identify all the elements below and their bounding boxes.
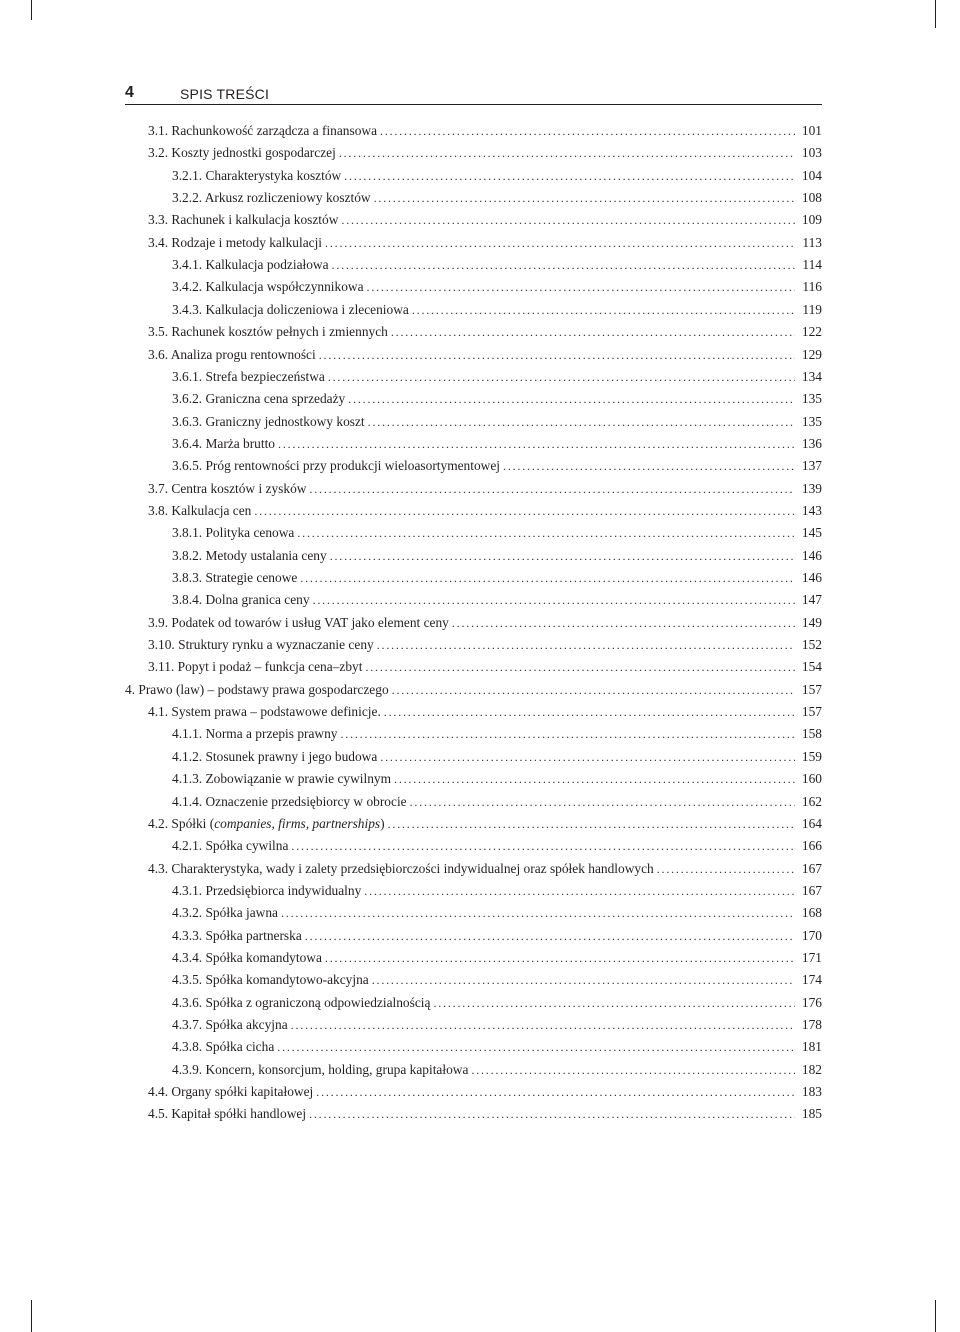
toc-entry-page-number: 135 [801,391,822,407]
toc-entry-title: 4.3.7. Spółka akcyjna [172,1017,288,1032]
toc-entry-page-number: 160 [801,771,822,787]
dot-leader [412,300,795,320]
dot-leader [657,859,795,879]
toc-entry[interactable] [172,188,822,208]
toc-entry-title: 4.5. Kapitał spółki handlowej [148,1106,307,1122]
toc-entry-title: 4.1. System prawa – podstawowe definicje. [148,704,381,720]
toc-entry-title: 3.2.2. Arkusz rozliczeniowy kosztów [172,190,371,206]
toc-entry-title: 3.8.4. Dolna granica ceny [172,592,310,608]
toc-entry-title: 3.6.5. Próg rentowności przy produkcji wieloasortymentowej [172,458,501,474]
dot-leader [300,568,795,588]
toc-entry-title: 4.1.1. Norma a przepis prawny [172,726,338,742]
toc-entry[interactable] [172,277,822,297]
toc-entry[interactable] [148,501,822,521]
toc-entry[interactable] [172,367,822,387]
toc-entry-page-number: 116 [802,279,822,295]
toc-entry-title: 3.8.2. Metody ustalania ceny [172,547,327,563]
toc-entry-page-number: 157 [801,704,822,720]
dot-leader [277,1037,795,1057]
toc-entry-title: 3.8.3. Strategie cenowe [172,570,298,585]
toc-entry-title: 3.6. Analiza progu rentowności [148,346,316,362]
toc-entry-page-number: 170 [801,927,822,943]
toc-entry-title: 4.1.2. Stosunek prawny i jego budowa [172,748,378,764]
toc-entry-title: 3.6.2. Graniczna cena sprzedaży [172,391,346,407]
toc-entry-page-number: 137 [801,458,822,474]
toc-entry-page-number: 157 [801,681,822,697]
toc-entry-page-number: 119 [802,301,822,317]
toc-entry-title: 4.2.1. Spółka cywilna [172,838,289,854]
toc-entry-page-number: 149 [801,614,822,630]
toc-entry-title: 4.1.4. Oznaczenie przedsiębiorcy w obrocie [172,793,407,809]
toc-entry-title: 3.6.1. Strefa bezpieczeństwa [172,368,325,384]
toc-entry[interactable] [148,1082,822,1102]
dot-leader [471,1060,795,1080]
dot-leader [392,680,795,700]
toc-entry-title: 3.1. Rachunkowość zarządcza a finansowa [148,123,378,138]
dot-leader [364,881,795,901]
toc-entry-page-number: 168 [801,905,822,921]
dot-leader [325,233,795,253]
dot-leader [340,724,795,744]
dot-leader [341,210,795,230]
toc-entry[interactable] [172,769,822,789]
toc-entry-page-number: 182 [801,1061,822,1077]
toc-entry[interactable] [172,389,822,409]
dot-leader [291,836,795,856]
toc-entry[interactable] [172,926,822,946]
dot-leader [291,1015,795,1035]
crop-mark-bottom-right [935,1300,936,1332]
toc-entry-page-number: 171 [801,949,822,965]
page-number: 4 [125,84,134,101]
toc-entry-page-number: 167 [801,860,822,876]
toc-entry[interactable] [172,1015,822,1035]
toc-entry[interactable] [172,903,822,923]
dot-leader [278,434,795,454]
toc-entry-page-number: 143 [801,502,822,518]
toc-entry[interactable] [148,814,822,834]
toc-entry-title: 3.4.2. Kalkulacja współczynnikowa [172,279,364,295]
toc-entry-title: 3.7. Centra kosztów i zysków [148,480,307,496]
toc-entry[interactable] [148,210,822,230]
dot-leader [325,948,795,968]
toc-entry[interactable] [172,166,822,186]
toc-entry-page-number: 122 [801,324,822,340]
toc-entry[interactable] [125,680,822,700]
toc-entry-page-number: 108 [801,190,822,206]
toc-entry-page-number: 129 [801,346,822,362]
toc-entry[interactable] [148,233,822,253]
toc-entry[interactable] [172,434,822,454]
toc-entry[interactable] [148,121,822,141]
dot-leader [339,143,795,163]
dot-leader [330,546,795,566]
toc-entry-title: 4.4. Organy spółki kapitałowej [148,1084,314,1100]
dot-leader [365,657,795,677]
toc-entry-title: 3.4.3. Kalkulacja doliczeniowa i zleceniowa [172,301,409,317]
toc-entry[interactable] [172,1037,822,1057]
toc-entry-title: 3.9. Podatek od towarów i usług VAT jako element ceny [148,614,449,630]
toc-entry[interactable] [148,143,822,163]
toc-entry-page-number: 152 [801,637,822,653]
toc-entry-page-number: 104 [801,167,822,183]
dot-leader [410,792,795,812]
dot-leader [374,188,795,208]
toc-entry-page-number: 167 [801,882,822,898]
toc-entry-page-number: 154 [801,659,822,675]
toc-entry-page-number: 146 [801,570,822,585]
toc-entry[interactable] [172,724,822,744]
toc-entry[interactable] [172,993,822,1013]
section-title: SPIS TREŚCI [180,86,270,102]
dot-leader [328,367,795,387]
toc-entry[interactable] [172,970,822,990]
toc-entry[interactable] [172,412,822,432]
dot-leader [391,322,795,342]
toc-entry-page-number: 183 [801,1084,822,1100]
toc-entry-page-number: 113 [802,234,822,250]
toc-entry-title: 4.2. Spółki (companies, firms, partnerships) [148,815,385,831]
toc-entry[interactable] [172,1060,822,1080]
toc-entry[interactable] [172,456,822,476]
dot-leader [452,613,795,633]
dot-leader [368,412,795,432]
crop-mark-top-right [935,0,936,28]
toc-entry-page-number: 139 [801,480,822,496]
dot-leader [433,993,795,1013]
toc-entry-title: 3.2.1. Charakterystyka kosztów [172,167,342,183]
toc-entry-page-number: 135 [801,413,822,429]
dot-leader [254,501,795,521]
dot-leader [367,277,795,297]
toc-entry-page-number: 162 [801,793,822,809]
toc-entry-page-number: 145 [801,525,822,541]
toc-entry-page-number: 181 [801,1039,822,1055]
toc-entry-title: 4.3.3. Spółka partnerska [172,927,302,943]
dot-leader [305,926,795,946]
toc-entry-title: 4.3.1. Przedsiębiorca indywidualny [172,882,362,898]
toc-entry-page-number: 176 [801,994,822,1010]
toc-entry-page-number: 164 [801,815,822,831]
dot-leader [377,635,795,655]
dot-leader [313,590,795,610]
dot-leader [281,903,795,923]
toc-entry[interactable] [148,702,822,722]
toc-entry-title: 3.3. Rachunek i kalkulacja kosztów [148,212,339,228]
toc-entry-title: 3.4. Rodzaje i metody kalkulacji [148,234,323,250]
toc-entry-title: 3.6.4. Marża brutto [172,435,276,451]
toc-entry[interactable] [172,590,822,610]
toc-entry-page-number: 158 [801,726,822,742]
toc-entry-page-number: 178 [801,1017,822,1032]
running-header [125,84,822,105]
toc-entry[interactable] [172,881,822,901]
toc-entry-page-number: 146 [801,547,822,563]
crop-mark-bottom-left [31,1300,32,1332]
toc-entry-title: 3.8. Kalkulacja cen [148,502,252,518]
dot-leader [372,970,795,990]
toc-entry-title: 3.4.1. Kalkulacja podziałowa [172,257,329,273]
toc-entry-title: 4.3. Charakterystyka, wady i zalety przedsiębiorczości indywidualnej oraz spółek handlowych [148,860,654,876]
toc-entry-title: 4.1.3. Zobowiązanie w prawie cywilnym [172,771,392,787]
toc-entry[interactable] [172,300,822,320]
toc-entry[interactable] [172,836,822,856]
dot-leader [309,479,795,499]
dot-leader [380,121,795,141]
toc-entry-title: 3.2. Koszty jednostki gospodarczej [148,145,336,161]
toc-entry[interactable] [172,523,822,543]
toc-entry[interactable] [148,1104,822,1124]
toc-entry-page-number: 166 [801,838,822,854]
toc-entry[interactable] [172,747,822,767]
toc-entry-page-number: 114 [802,257,822,273]
toc-entry[interactable] [172,792,822,812]
toc-entry-page-number: 134 [801,368,822,384]
toc-entry-title: 4.3.9. Koncern, konsorcjum, holding, grupa kapitałowa [172,1061,469,1077]
toc-entry[interactable] [148,613,822,633]
toc-entry-title: 4. Prawo (law) – podstawy prawa gospodarczego [125,681,389,697]
dot-leader [384,702,795,722]
toc-entry-page-number: 101 [801,123,822,138]
toc-entry-title: 4.3.4. Spółka komandytowa [172,949,322,965]
toc-entry-title: 3.11. Popyt i podaż – funkcja cena–zbyt [148,659,363,675]
toc-entry[interactable] [148,657,822,677]
toc-entry-title: 4.3.6. Spółka z ograniczoną odpowiedzialnością [172,994,431,1010]
crop-mark-top-left [31,0,32,20]
toc-entry-page-number: 136 [801,435,822,451]
toc-entry[interactable] [148,322,822,342]
dot-leader [319,345,795,365]
dot-leader [394,769,795,789]
dot-leader [332,255,795,275]
toc-entry-title: 4.3.8. Spółka cicha [172,1039,275,1055]
toc-entry[interactable] [148,345,822,365]
toc-entry[interactable] [148,859,822,879]
toc-entry-page-number: 147 [801,592,822,608]
dot-leader [297,523,795,543]
dot-leader [388,814,795,834]
toc-entry-title: 3.6.3. Graniczny jednostkowy koszt [172,413,365,429]
dot-leader [503,456,795,476]
toc-entry-page-number: 109 [801,212,822,228]
dot-leader [344,166,795,186]
toc-entry-page-number: 174 [801,972,822,988]
toc-entry-title: 3.10. Struktury rynku a wyznaczanie ceny [148,637,374,653]
toc-entry[interactable] [148,635,822,655]
toc-entry-page-number: 103 [801,145,822,161]
dot-leader [309,1104,795,1124]
toc-entry-title: 3.8.1. Polityka cenowa [172,525,295,541]
toc-entry[interactable] [172,948,822,968]
toc-entry-title: 3.5. Rachunek kosztów pełnych i zmiennych [148,324,388,340]
toc-entry[interactable] [172,568,822,588]
toc-entry-page-number: 159 [801,748,822,764]
toc-entry[interactable] [172,546,822,566]
toc-entry[interactable] [172,255,822,275]
dot-leader [316,1082,795,1102]
dot-leader [348,389,795,409]
toc-entry-page-number: 185 [801,1106,822,1122]
toc-entry-title: 4.3.5. Spółka komandytowo-akcyjna [172,972,369,988]
dot-leader [380,747,795,767]
toc-entry[interactable] [148,479,822,499]
toc-entry-title: 4.3.2. Spółka jawna [172,905,278,921]
